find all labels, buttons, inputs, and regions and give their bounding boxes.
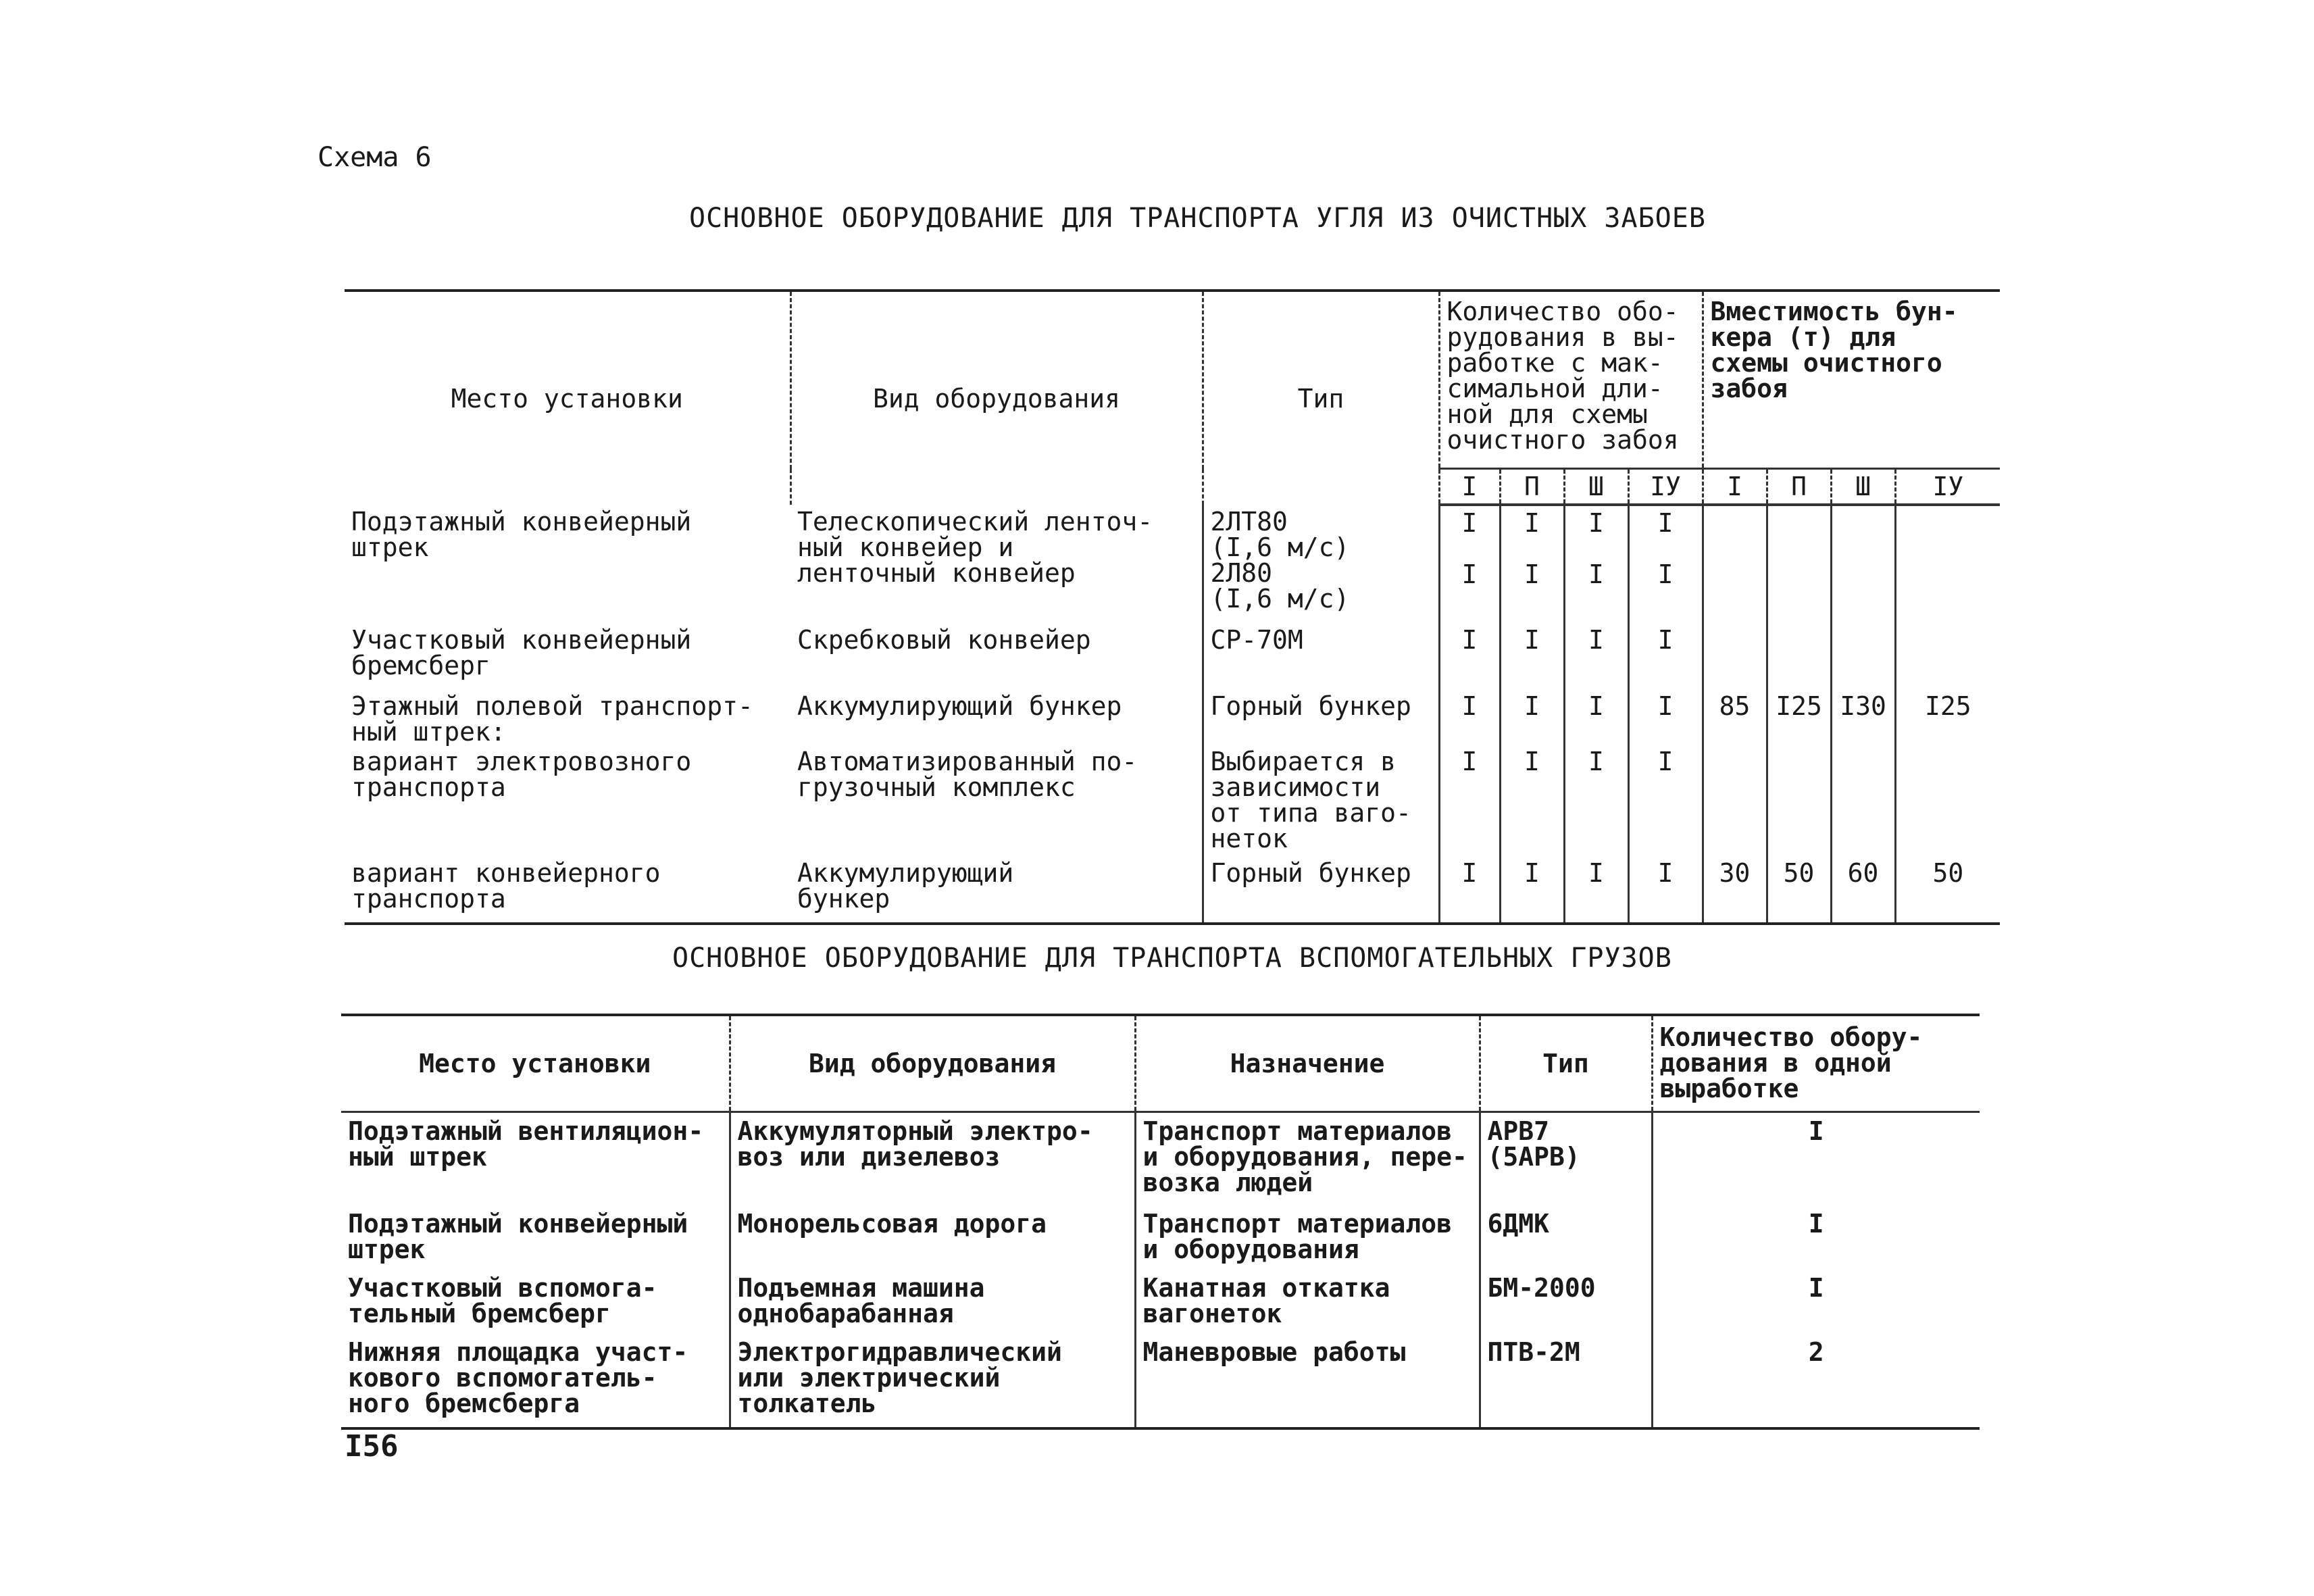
row-equipment: Электрогидравлический или электрический толкатель [730,1334,1135,1428]
table-row [345,505,2000,623]
row-q3: I [1564,745,1628,856]
row-c4 [1895,745,2000,856]
header-row [341,1015,1980,1112]
row-q4: I I [1628,505,1703,623]
row-type: БМ-2000 [1480,1270,1652,1334]
row-purpose: Маневровые работы [1135,1334,1480,1428]
row-purpose: Транспорт материалов и оборудования [1135,1205,1480,1270]
row-place: вариант конвейерного транспорта [351,858,661,914]
sub-c-1: I [1703,469,1767,505]
row-place: вариант электровозного транспорта [351,747,692,802]
row-c3 [1831,505,1895,623]
row-type: Горный бункер [1203,856,1439,924]
header-equipment: Вид оборудования [730,1015,1135,1112]
row-q3: I I [1564,505,1628,623]
header-equipment: Вид оборудования [790,291,1203,505]
row-c2 [1767,623,1831,689]
row-type: ПТВ-2М [1480,1334,1652,1428]
row-equipment: Аккумулирующий бункер [790,689,1203,745]
row-q1: I [1439,856,1500,924]
table-row [345,745,2000,856]
row-equipment: Аккумулирующий бункер [790,856,1203,924]
row-c1 [1703,505,1767,623]
row-q3: I [1564,856,1628,924]
row-q1: I [1439,623,1500,689]
scheme-label: Схема 6 [318,142,432,173]
row-q4: I [1628,856,1703,924]
row-c4: I25 [1925,691,1971,721]
sub-c-4: IУ [1895,469,2000,505]
header-type: Тип [1203,291,1439,505]
row-c4 [1895,505,2000,623]
row-q1: I [1439,689,1500,745]
table-row [341,1334,1980,1428]
row-c1: 30 [1703,856,1767,924]
sub-q-4: IУ [1628,469,1703,505]
row-c2: 50 [1767,856,1831,924]
row-place: Этажный полевой транспорт- ный штрек: [351,691,753,747]
page-number: I56 [345,1429,399,1464]
row-place: Подэтажный вентиляцион- ный штрек [341,1112,730,1205]
header-place: Место установки [341,1015,730,1112]
row-q2: I [1500,856,1564,924]
row-place: Участковый конвейерный бремсберг [351,625,692,680]
header-quantity: Количество обору- дования в одной выработке [1652,1015,1980,1112]
row-place: Подэтажный конвейерный штрек [341,1205,730,1270]
row-q2: I [1500,689,1564,745]
row-q4: I [1628,745,1703,856]
row-equipment: Монорельсовая дорога [730,1205,1135,1270]
row-q1: I I [1439,505,1500,623]
row-q4: I [1628,689,1703,745]
row-qty: I [1808,1208,1824,1239]
row-c1: 85 [1703,689,1767,745]
row-c3: 60 [1831,856,1895,924]
row-type: Выбирается в зависимости от типа ваго- неток [1203,745,1439,856]
row-c1 [1703,745,1767,856]
row-q2: I [1500,745,1564,856]
row-c4: 50 [1932,858,1964,888]
row-qty: 2 [1808,1337,1824,1367]
section-title-auxiliary: ОСНОВНОЕ ОБОРУДОВАНИЕ ДЛЯ ТРАНСПОРТА ВСПОМОГАТЕЛЬНЫХ ГРУЗОВ [672,943,1672,974]
table-row [345,689,2000,745]
header-quantity: Количество обо- рудования в вы- работке с мак- симальной дли- ной для схемы очистного забоя [1439,291,1703,469]
row-equipment: Скребковый конвейер [790,623,1203,689]
row-equipment: Автоматизированный по- грузочный комплекс [790,745,1203,856]
row-qty: I [1808,1116,1824,1146]
header-capacity: Вместимость бун- кера (т) для схемы очистного забоя [1710,297,1958,403]
row-place: Участковый вспомога- тельный бремсберг [341,1270,730,1334]
row-type: АРВ7 (5АРВ) [1480,1112,1652,1205]
header-row [345,291,2000,469]
row-c2: I25 [1767,689,1831,745]
row-q2: I [1500,623,1564,689]
auxiliary-transport-table [341,1014,1980,1430]
row-q3: I [1564,689,1628,745]
sub-q-1: I [1439,469,1500,505]
row-purpose: Канатная откатка вагонеток [1135,1270,1480,1334]
sub-c-2: П [1767,469,1831,505]
row-c3 [1831,745,1895,856]
row-type: 6ДМК [1480,1205,1652,1270]
header-place: Место установки [345,291,790,505]
row-qty: I [1808,1272,1824,1303]
table-row [345,623,2000,689]
section-title-coal: ОСНОВНОЕ ОБОРУДОВАНИЕ ДЛЯ ТРАНСПОРТА УГЛЯ ИЗ ОЧИСТНЫХ ЗАБОЕВ [689,203,1706,234]
row-c3: I30 [1831,689,1895,745]
header-purpose: Назначение [1135,1015,1480,1112]
row-type: 2ЛТ80 (I,6 м/с) 2Л80 (I,6 м/с) [1203,505,1439,623]
row-type: СР-70М [1203,623,1439,689]
row-purpose: Транспорт материалов и оборудования, пере- возка людей [1135,1112,1480,1205]
sub-q-2: П [1500,469,1564,505]
row-equipment: Подъемная машина однобарабанная [730,1270,1135,1334]
row-q2: I I [1500,505,1564,623]
row-c4 [1895,623,2000,689]
row-c1 [1703,623,1767,689]
header-type: Тип [1480,1015,1652,1112]
row-c2 [1767,745,1831,856]
row-q1: I [1439,745,1500,856]
coal-transport-table [345,289,2000,925]
row-type: Горный бункер [1203,689,1439,745]
table-row [341,1270,1980,1334]
table-row [341,1112,1980,1205]
row-q3: I [1564,623,1628,689]
row-q4: I [1628,623,1703,689]
row-place: Нижняя площадка участ- кового вспомогатель- ного бремсберга [341,1334,730,1428]
table-row [341,1205,1980,1270]
row-place: Подэтажный конвейерный штрек [351,507,692,562]
row-c3 [1831,623,1895,689]
sub-c-3: Ш [1831,469,1895,505]
row-c2 [1767,505,1831,623]
table-row [345,856,2000,924]
sub-q-3: Ш [1564,469,1628,505]
row-equipment: Телескопический ленточ- ный конвейер и ленточный конвейер [790,505,1203,623]
row-equipment: Аккумуляторный электро- воз или дизелевоз [730,1112,1135,1205]
